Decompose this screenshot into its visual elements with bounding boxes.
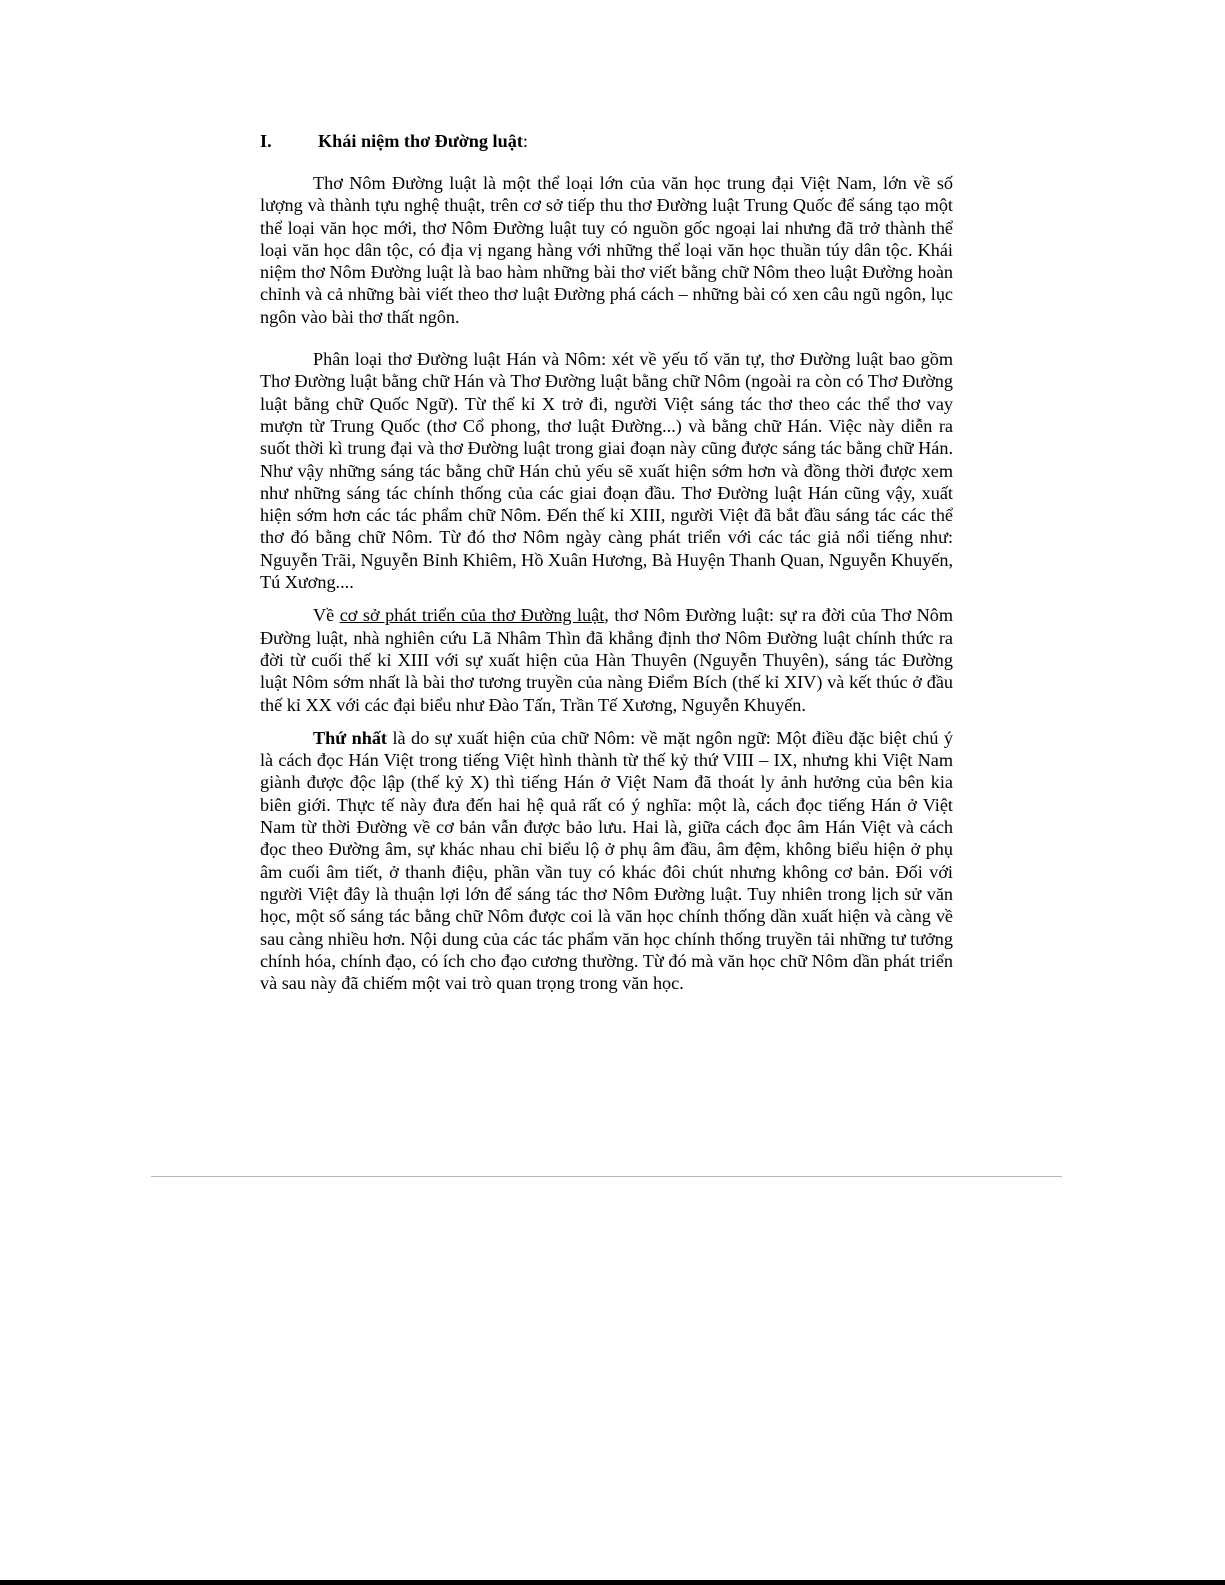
paragraph-development-underlined: cơ sở phát triển của thơ Đường luật [339,605,605,626]
paragraph-definition: Thơ Nôm Đường luật là một thể loại lớn của văn học trung đại Việt Nam, lớn về số lượng và thành tựu nghệ thuật, trên cơ sở tiếp thu thơ Đường luật Trung Quốc để sáng tạo một thể loại văn học mới, thơ Nôm Đường luật tuy có nguồn gốc ngoại lai nhưng đã trở thành thể loại văn học dân tộc, có địa vị ngang hàng với những thể loại văn học thuần túy dân tộc. Khái niệm thơ Nôm Đường luật là bao hàm những bài thơ viết bằng chữ Nôm theo luật Đường hoàn chỉnh và cả những bài viết theo thơ luật Đường phá cách – những bài có xen câu ngũ ngôn, lục ngôn vào bài thơ thất ngôn. [260,173,953,327]
paragraph-first-reason-bold: Thứ nhất [313,727,387,748]
section-title-colon: : [522,131,528,151]
paragraph-development-rest: , thơ Nôm Đường luật: sự ra đời của Thơ Nôm Đường luật, nhà nghiên cứu Lã Nhâm Thìn đã khẳng định thơ Nôm Đường luật chính thức ra đời từ cuối thế kỉ XIII với sự xuất hiện của Hàn Thuyên (Nguyễn Thuyên), sáng tác Đường luật Nôm sớm nhất là bài thơ tương truyền của nàng Điểm Bích (thế kỉ XIV) và kết thúc ở đầu thế kỉ XX với các đại biểu như Đào Tấn, Trần Tế Xương, Nguyễn Khuyến. [260,605,953,715]
page-footer-divider [151,1176,1062,1177]
document-body [260,128,953,994]
section-title-wrap [318,128,528,154]
paragraph-first-reason-rest: là do sự xuất hiện của chữ Nôm: về mặt ngôn ngữ: Một điều đặc biệt chú ý là cách đọc Hán Việt trong tiếng Việt hình thành từ thế kỷ thứ VIII – IX, nhưng khi Việt Nam giành được độc lập (thế kỷ X) thì tiếng Hán ở Việt Nam đã thoát ly ảnh hưởng của bên kia biên giới. Thực tế này đưa đến hai hệ quả rất có ý nghĩa: một là, cách đọc tiếng Hán ở Việt Nam từ thời Đường về cơ bản vẫn được bảo lưu. Hai là, giữa cách đọc âm Hán Việt và cách đọc theo Đường âm, sự khác nhau chỉ biểu lộ ở phụ âm đầu, âm đệm, không biểu hiện ở phụ âm cuối âm tiết, ở thanh điệu, phần vần tuy có khác đôi chút nhưng không cơ bản. Đối với người Việt đây là thuận lợi lớn để sáng tác thơ Nôm Đường luật. Tuy nhiên trong lịch sử văn học, một số sáng tác bằng chữ Nôm được coi là văn học chính thống dần xuất hiện và càng về sau càng nhiều hơn. Nội dung của các tác phẩm văn học chính thống truyền tải những tư tưởng chính hóa, chính đạo, có ích cho đạo cương thường. Từ đó mà văn học chữ Nôm dần phát triển và sau này đã chiếm một vai trò quan trọng trong văn học. [260,727,953,994]
paragraph-development-lead: Về [313,605,340,626]
paragraph-classification: Phân loại thơ Đường luật Hán và Nôm: xét về yếu tố văn tự, thơ Đường luật bao gồm Thơ Đường luật bằng chữ Hán và Thơ Đường luật bằng chữ Nôm (ngoài ra còn có Thơ Đường luật bằng chữ Quốc Ngữ). Từ thế kỉ X trở đi, người Việt sáng tác thơ theo các thể thơ vay mượn từ Trung Quốc (thơ Cổ phong, thơ luật Đường...) và bằng chữ Hán. Việc này diễn ra suốt thời kì trung đại và thơ Đường luật trong giai đoạn này cũng được sáng tác bằng chữ Hán. Như vậy những sáng tác bằng chữ Hán chủ yếu sẽ xuất hiện sớm hơn và đồng thời được xem như những sáng tác chính thống của các giai đoạn đầu. Thơ Đường luật Hán cũng vậy, xuất hiện sớm hơn các tác phẩm chữ Nôm. Đến thế kỉ XIII, người Việt đã bắt đầu sáng tác các thể thơ đó bằng chữ Nôm. Từ đó thơ Nôm ngày càng phát triển với các tác giả nổi tiếng như: Nguyễn Trãi, Nguyễn Bỉnh Khiêm, Hồ Xuân Hương, Bà Huyện Thanh Quan, Nguyễn Khuyến, Tú Xương.... [260,349,954,593]
paragraph-development [260,604,953,715]
section-heading [260,128,953,154]
page-bottom-edge [0,1580,1225,1585]
section-number: I. [260,131,272,151]
section-title: Khái niệm thơ Đường luật [318,131,523,151]
paragraph-first-reason [260,727,953,995]
